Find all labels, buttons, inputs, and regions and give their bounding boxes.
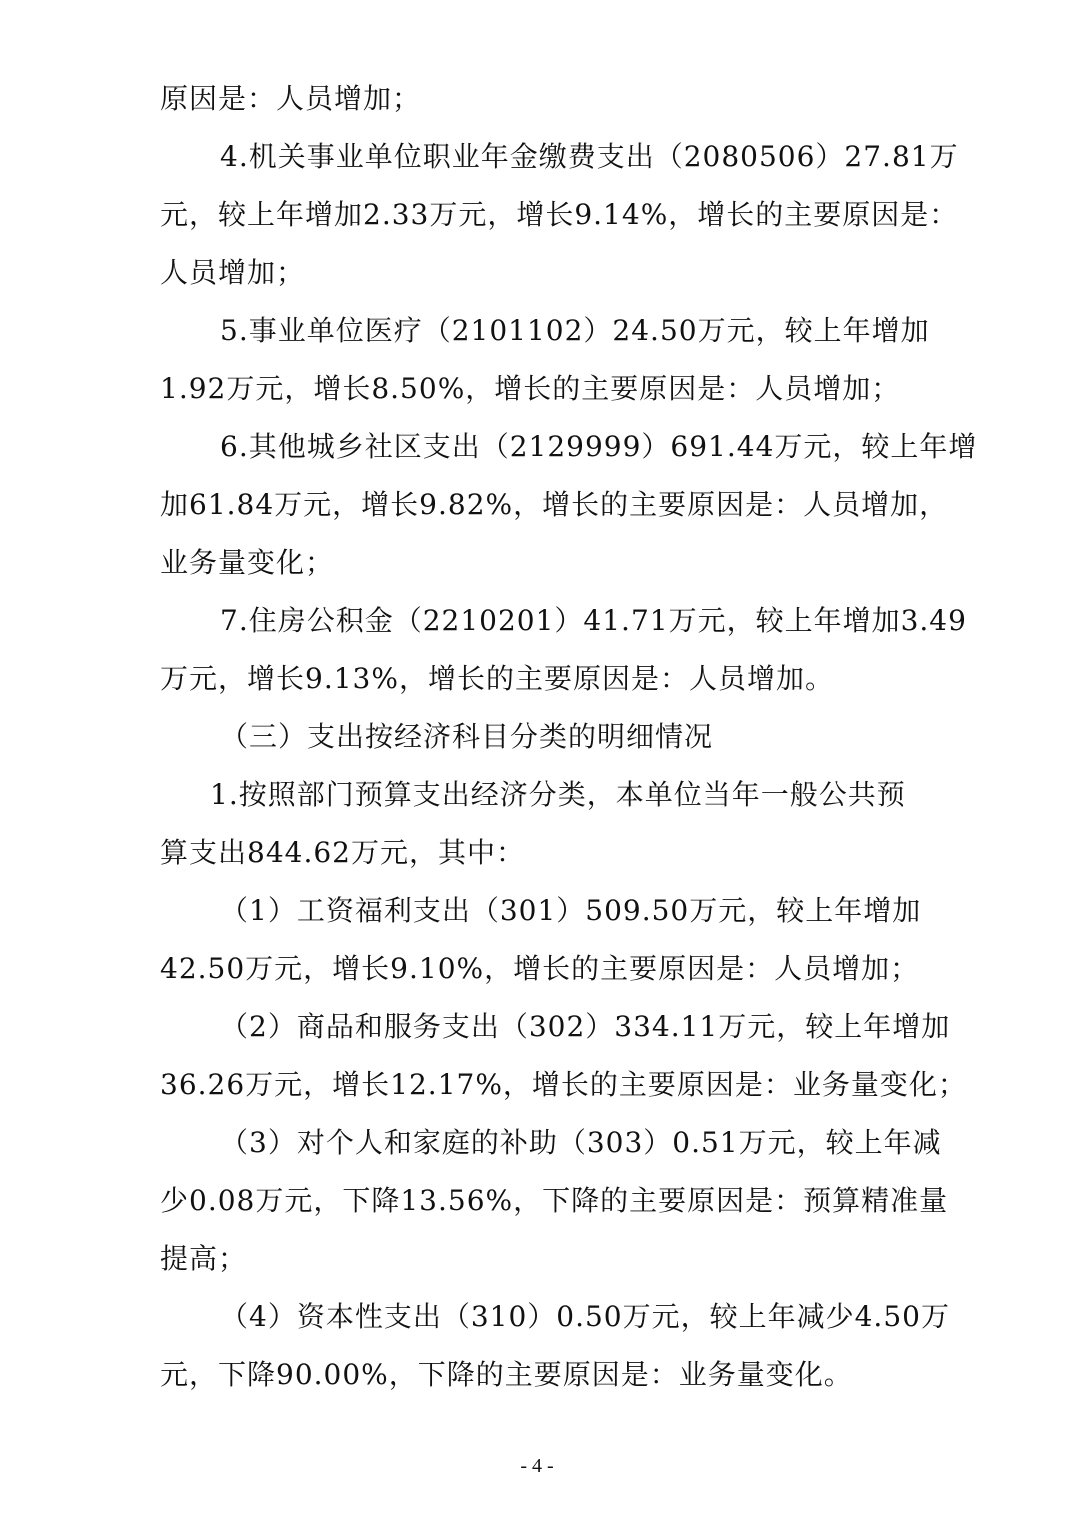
text-line: 1.按照部门预算支出经济分类，本单位当年一般公共预	[210, 778, 906, 811]
page-number: - 4 -	[520, 1455, 554, 1477]
paragraph-sub-3	[160, 1114, 949, 1288]
paragraph-continuation	[160, 70, 930, 128]
paragraph-sub-1	[160, 882, 930, 998]
paragraph-item-5	[160, 302, 930, 418]
text-line: 万元，增长9.13%，增长的主要原因是：人员增加。	[160, 662, 834, 695]
paragraph-item-7	[160, 592, 967, 708]
text-line: 36.26万元，增长12.17%，增长的主要原因是：业务量变化；	[160, 1068, 967, 1101]
paragraph-sub-2	[160, 998, 967, 1114]
document-body	[160, 70, 978, 1404]
paragraph-item-4	[160, 128, 959, 302]
text-line: 原因是：人员增加；	[160, 82, 422, 115]
text-line: 少0.08万元，下降13.56%，下降的主要原因是：预算精准量	[160, 1184, 949, 1217]
text-line: （3）对个人和家庭的补助（303）0.51万元，较上年减	[220, 1126, 942, 1159]
text-line: 算支出844.62万元，其中：	[160, 836, 525, 869]
text-line: 1.92万元，增长8.50%，增长的主要原因是：人员增加；	[160, 372, 901, 405]
text-line: 提高；	[160, 1242, 248, 1275]
text-line: 5.事业单位医疗（2101102）24.50万元，较上年增加	[220, 314, 930, 347]
text-line: 4.机关事业单位职业年金缴费支出（2080506）27.81万	[220, 140, 959, 173]
text-line: 6.其他城乡社区支出（2129999）691.44万元，较上年增	[220, 430, 978, 463]
text-line: 业务量变化；	[160, 546, 335, 579]
text-line: （1）工资福利支出（301）509.50万元，较上年增加	[220, 894, 922, 927]
text-line: 加61.84万元，增长9.82%，增长的主要原因是：人员增加，	[160, 488, 949, 521]
text-line: 元，较上年增加2.33万元，增长9.14%，增长的主要原因是：	[160, 198, 959, 231]
text-line: 7.住房公积金（2210201）41.71万元，较上年增加3.49	[220, 604, 967, 637]
section-heading-text: （三）支出按经济科目分类的明细情况	[220, 720, 714, 753]
section-heading	[160, 708, 930, 766]
text-line: 人员增加；	[160, 256, 306, 289]
paragraph-economic-classification	[160, 766, 930, 882]
paragraph-item-6	[160, 418, 978, 592]
text-line: 元，下降90.00%，下降的主要原因是：业务量变化。	[160, 1358, 853, 1391]
text-line: 42.50万元，增长9.10%，增长的主要原因是：人员增加；	[160, 952, 920, 985]
text-line: （2）商品和服务支出（302）334.11万元，较上年增加	[220, 1010, 951, 1043]
text-line: （4）资本性支出（310）0.50万元，较上年减少4.50万	[220, 1300, 950, 1333]
paragraph-sub-4	[160, 1288, 950, 1404]
